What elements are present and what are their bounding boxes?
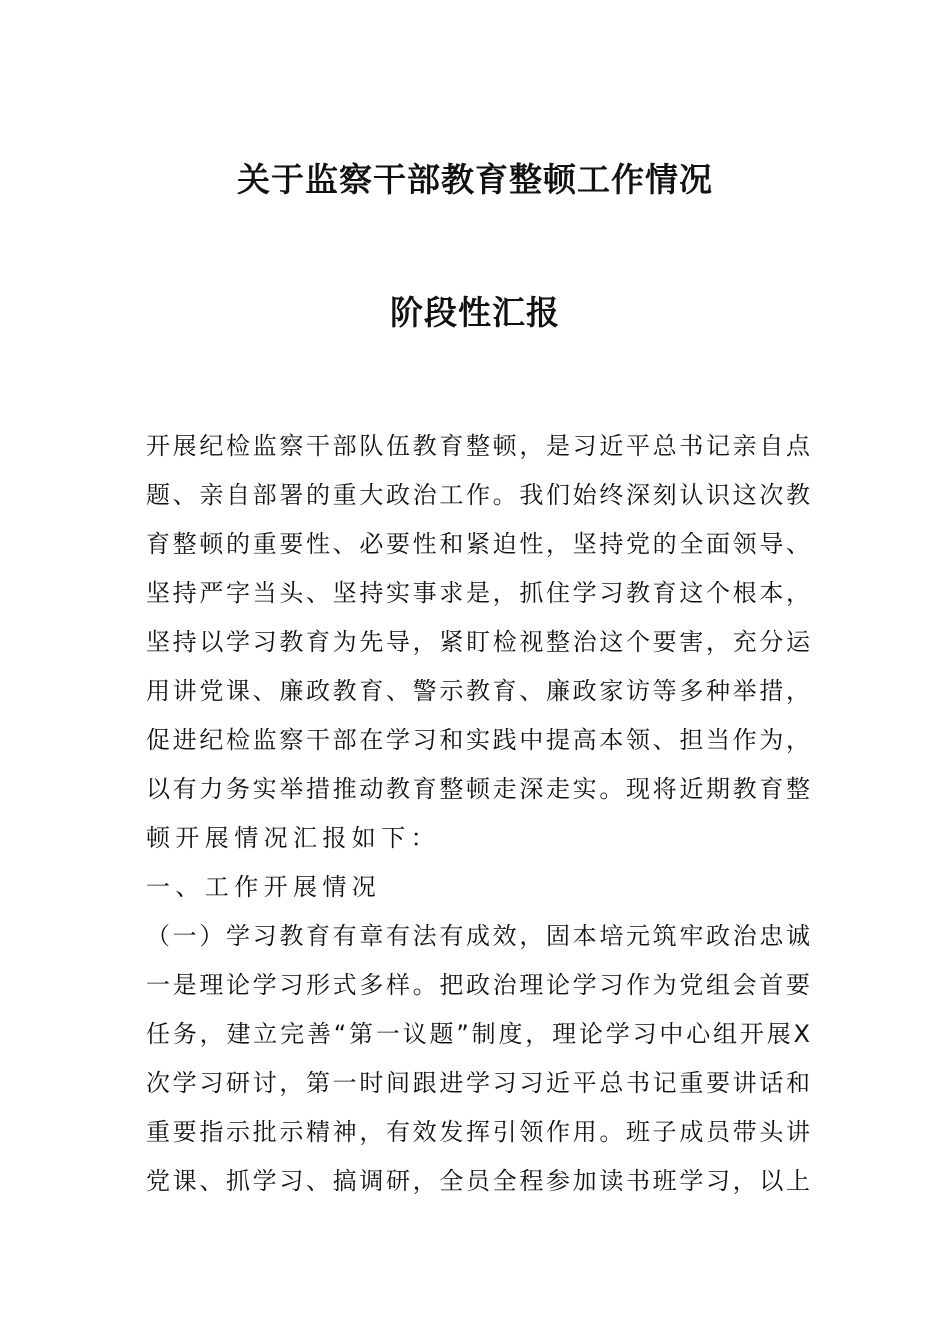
body-line: 次学习研讨，第一时间跟进学习习近平总书记重要讲话和 xyxy=(146,1069,810,1097)
document-body xyxy=(146,422,810,1206)
document-title-line-2: 阶段性汇报 xyxy=(390,293,560,332)
body-line: 党课、抓学习、搞调研，全员全程参加读书班学习，以上 xyxy=(146,1167,810,1195)
body-line: 坚持以学习教育为先导，紧盯检视整治这个要害，充分运 xyxy=(146,628,810,656)
body-line: 开展纪检监察干部队伍教育整顿，是习近平总书记亲自点 xyxy=(146,432,810,460)
section-heading: 一、工作开展情况 xyxy=(146,873,382,901)
body-line: 以有力务实举措推动教育整顿走深走实。现将近期教育整 xyxy=(146,775,810,803)
body-line: 用讲党课、廉政教育、警示教育、廉政家访等多种举措， xyxy=(146,677,810,705)
body-line: 坚持严字当头、坚持实事求是，抓住学习教育这个根本， xyxy=(146,579,810,607)
document-title-line-1: 关于监察干部教育整顿工作情况 xyxy=(237,160,713,199)
body-line: 促进纪检监察干部在学习和实践中提高本领、担当作为， xyxy=(146,726,810,754)
subsection-heading: （一）学习教育有章有法有成效，固本培元筑牢政治忠诚 xyxy=(146,922,810,950)
body-line: 一是理论学习形式多样。把政治理论学习作为党组会首要 xyxy=(146,971,810,999)
body-line: 任务，建立完善“第一议题”制度，理论学习中心组开展X xyxy=(146,1020,810,1048)
body-line: 育整顿的重要性、必要性和紧迫性，坚持党的全面领导、 xyxy=(146,530,810,558)
body-line: 题、亲自部署的重大政治工作。我们始终深刻认识这次教 xyxy=(146,481,810,509)
body-line: 重要指示批示精神，有效发挥引领作用。班子成员带头讲 xyxy=(146,1118,810,1146)
body-line: 顿开展情况汇报如下： xyxy=(146,824,440,852)
